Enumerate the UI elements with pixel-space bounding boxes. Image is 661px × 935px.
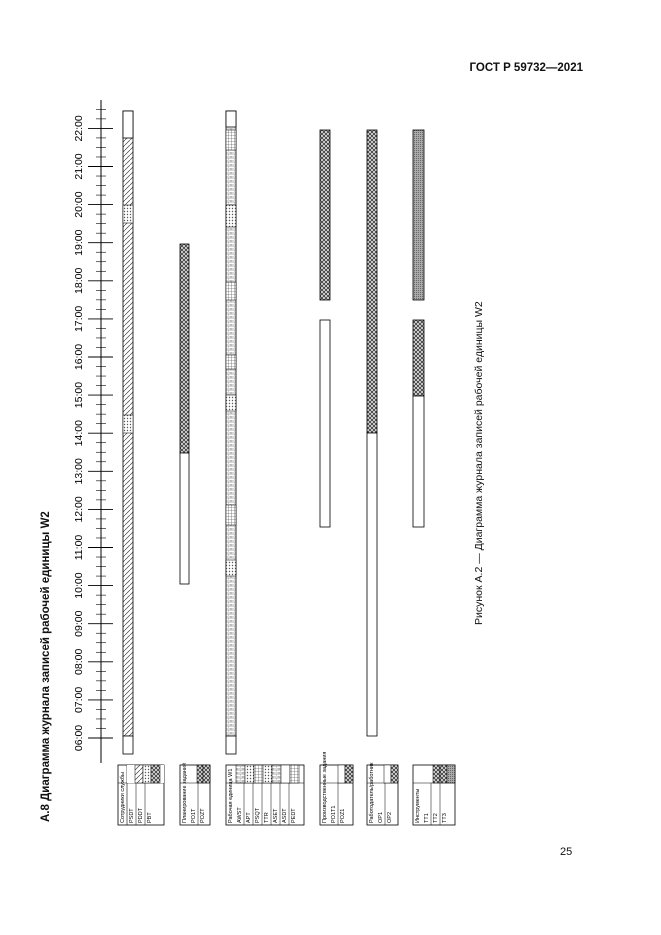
legend-item-label: ASDT <box>282 808 288 823</box>
bar-tools-1 <box>413 130 424 300</box>
legend-title: Сотрудники службы <box>120 772 126 823</box>
tick-label: 09:00 <box>73 610 85 637</box>
legend-item-label: TTR <box>264 812 270 823</box>
legend-item-label: POZ1 <box>340 808 346 823</box>
bar-job-planning-2 <box>180 453 189 584</box>
bar-service-staff-start <box>123 736 133 754</box>
tick-label: 22:00 <box>73 115 85 142</box>
tick-label: 10:00 <box>73 572 85 599</box>
figure-caption: Рисунок А.2 — Диаграмма журнала записей рабочей единицы W2 <box>473 301 485 625</box>
tick-label: 21:00 <box>73 153 85 180</box>
tick-label: 07:00 <box>73 686 85 714</box>
legend-item-label: TT1 <box>424 813 430 823</box>
bar-w1-seg-4 <box>226 355 236 369</box>
bar-employer-1 <box>367 130 377 433</box>
bar-production-2 <box>320 320 330 527</box>
legend-item-label: OP2 <box>387 811 393 823</box>
legend-title: Планирование заданий <box>182 762 188 823</box>
legend-item-label: APT <box>246 812 252 823</box>
page-number: 25 <box>560 846 573 858</box>
legend-item-label: PSQT <box>255 808 261 823</box>
legend-item-label: POZT <box>200 808 206 823</box>
legend-item-label: PSDT <box>129 808 135 823</box>
legend-title: Рабочая единица W1 <box>228 768 234 823</box>
legend-title: Работодатель/работник <box>369 762 375 823</box>
legend-item-label: OP1 <box>378 811 384 823</box>
bar-w1-start <box>226 736 236 754</box>
legend-item-label: PBT <box>147 812 153 823</box>
bar-tools-3 <box>413 396 424 527</box>
legend-item-label: PO1T <box>191 808 197 823</box>
legend-item-label: PEDT <box>291 808 297 823</box>
bar-employer-2 <box>367 433 377 736</box>
bar-w1-seg-5 <box>226 395 236 411</box>
tick-label: 06:00 <box>73 724 85 752</box>
tick-label: 17:00 <box>73 305 85 333</box>
tick-label: 14:00 <box>73 420 85 447</box>
legend-item-label: TT2 <box>433 813 439 823</box>
tick-label: 12:00 <box>73 496 85 523</box>
tick-label: 16:00 <box>73 343 85 371</box>
legend-item-label: TT3 <box>442 813 448 823</box>
tick-label: 13:00 <box>73 458 85 485</box>
bar-job-planning-1 <box>180 244 189 453</box>
legend-title: Инструменты <box>415 788 421 823</box>
tick-label: 15:00 <box>73 381 85 409</box>
bar-w1-seg-3 <box>226 282 236 300</box>
bar-w1-seg-2 <box>226 205 236 227</box>
section-title: А.8 Диаграмма журнала записей рабочей единицы W2 <box>40 511 52 822</box>
legend-item-label: PDDT <box>138 808 144 823</box>
bar-tools-2 <box>413 320 424 396</box>
bar-production-1 <box>320 130 330 300</box>
bar-service-staff-end <box>123 111 133 138</box>
standard-number: ГОСТ Р 59732—2021 <box>469 62 583 74</box>
legend-item-label: ASET <box>273 808 279 823</box>
bar-service-staff-break <box>123 205 133 223</box>
legend-item-label: PO1T1 <box>331 805 337 823</box>
tick-label: 19:00 <box>73 229 85 256</box>
tick-label: 18:00 <box>73 267 85 294</box>
bar-service-staff-break-2 <box>123 415 133 433</box>
tick-label: 08:00 <box>73 648 85 675</box>
bar-w1-end <box>226 111 236 127</box>
tick-label: 20:00 <box>73 191 85 218</box>
legend-item-label: AWST <box>237 807 243 823</box>
tick-label: 11:00 <box>73 534 85 561</box>
bar-w1-seg-7 <box>226 560 236 576</box>
bar-w1-seg-1 <box>226 130 236 150</box>
bar-w1-seg-6 <box>226 505 236 525</box>
legend-title: Производственные задания <box>322 751 328 823</box>
